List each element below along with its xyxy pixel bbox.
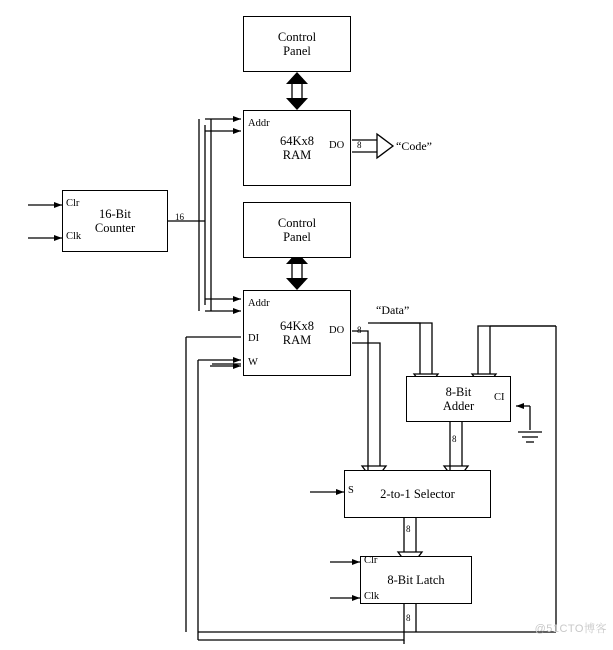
buswidth-ram-code-out: 8	[357, 140, 362, 150]
watermark: @51CTO博客	[534, 623, 607, 635]
counter-line2: Counter	[94, 221, 136, 235]
buswidth-counter-out: 16	[175, 212, 184, 222]
pin-latch-clk: Clk	[364, 591, 380, 602]
pin-ram-code-do: DO	[329, 140, 345, 151]
adder-line2: Adder	[442, 399, 475, 413]
block-selector[interactable]	[344, 470, 491, 518]
control-panel-top-line1: Control	[277, 29, 317, 44]
label-data-signal: “Data”	[376, 303, 410, 317]
counter-line1: 16-Bit	[99, 206, 131, 221]
block-control-panel-bottom[interactable]	[243, 202, 351, 258]
pin-ram-data-di: DI	[248, 333, 260, 344]
pin-selector-s: S	[348, 485, 354, 496]
block-control-panel-top[interactable]	[243, 16, 351, 72]
control-panel-top-line2: Panel	[283, 44, 311, 58]
ram-code-line2: RAM	[282, 148, 312, 162]
pin-latch-clr: Clr	[364, 555, 378, 566]
control-panel-bottom-line2: Panel	[283, 230, 311, 244]
buswidth-selector-out: 8	[406, 524, 411, 534]
pin-counter-clk: Clk	[66, 231, 82, 242]
buswidth-ram-data-out: 8	[357, 325, 362, 335]
control-panel-bottom-line1: Control	[277, 215, 317, 230]
pin-ram-code-addr: Addr	[248, 118, 270, 129]
adder-line1: 8-Bit	[445, 384, 472, 399]
label-code-signal: “Code”	[396, 139, 432, 153]
buswidth-latch-out: 8	[406, 613, 411, 623]
ram-data-line1: 64Kx8	[279, 318, 315, 333]
selector-label: 2-to-1 Selector	[380, 486, 455, 501]
pin-counter-clr: Clr	[66, 198, 80, 209]
buswidth-adder-out: 8	[452, 434, 457, 444]
latch-label: 8-Bit Latch	[387, 572, 445, 587]
ram-code-line1: 64Kx8	[279, 133, 315, 148]
pin-adder-ci: CI	[494, 392, 505, 403]
pin-ram-data-w: W	[248, 357, 258, 368]
pin-ram-data-do: DO	[329, 325, 345, 336]
pin-ram-data-addr: Addr	[248, 298, 270, 309]
ram-data-line2: RAM	[282, 333, 312, 347]
